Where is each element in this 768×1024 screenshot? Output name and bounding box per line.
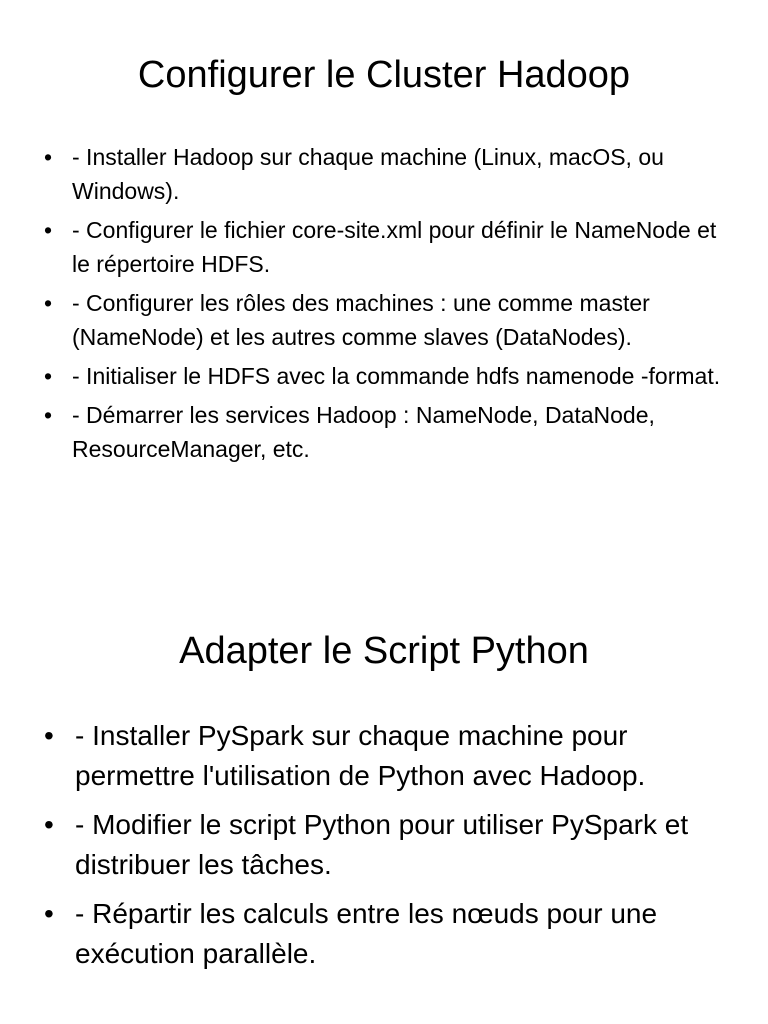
bullet-dot-icon: • [44, 809, 54, 840]
bullet-text: - Configurer les rôles des machines : une comme master (NameNode) et les autres comme slaves (DataNodes). [72, 290, 650, 350]
bullet-item [44, 359, 734, 393]
slide-title: Adapter le Script Python [179, 630, 589, 672]
bullet-dot-icon: • [44, 402, 53, 428]
bullet-text: - Répartir les calculs entre les nœuds pour une exécution parallèle. [75, 898, 658, 969]
bullet-dot-icon: • [44, 290, 53, 316]
bullet-dot-icon: • [44, 144, 53, 170]
bullet-item [44, 398, 734, 466]
bullet-item [44, 286, 734, 354]
bullet-item [44, 805, 734, 885]
bullet-dot-icon: • [44, 363, 53, 389]
bullet-text: - Installer Hadoop sur chaque machine (Linux, macOS, ou Windows). [72, 144, 664, 204]
bullet-text: - Installer PySpark sur chaque machine pour permettre l'utilisation de Python avec Hadoop. [75, 720, 646, 791]
bullet-text: - Modifier le script Python pour utiliser PySpark et distribuer les tâches. [75, 809, 689, 880]
bullet-item [44, 894, 734, 974]
bullet-item [44, 716, 734, 796]
bullet-dot-icon: • [44, 898, 54, 929]
bullet-item [44, 213, 734, 281]
bullet-list [44, 140, 734, 471]
bullet-text: - Initialiser le HDFS avec la commande hdfs namenode -format. [72, 363, 721, 389]
slide-title: Configurer le Cluster Hadoop [137, 54, 631, 96]
bullet-dot-icon: • [44, 217, 53, 243]
bullet-list [44, 716, 734, 983]
slide-adapter-script [0, 580, 768, 1024]
bullet-item [44, 140, 734, 208]
bullet-text: - Démarrer les services Hadoop : NameNode, DataNode, ResourceManager, etc. [72, 402, 655, 462]
bullet-dot-icon: • [44, 720, 54, 751]
bullet-text: - Configurer le fichier core-site.xml pour définir le NameNode et le répertoire HDFS. [72, 217, 717, 277]
